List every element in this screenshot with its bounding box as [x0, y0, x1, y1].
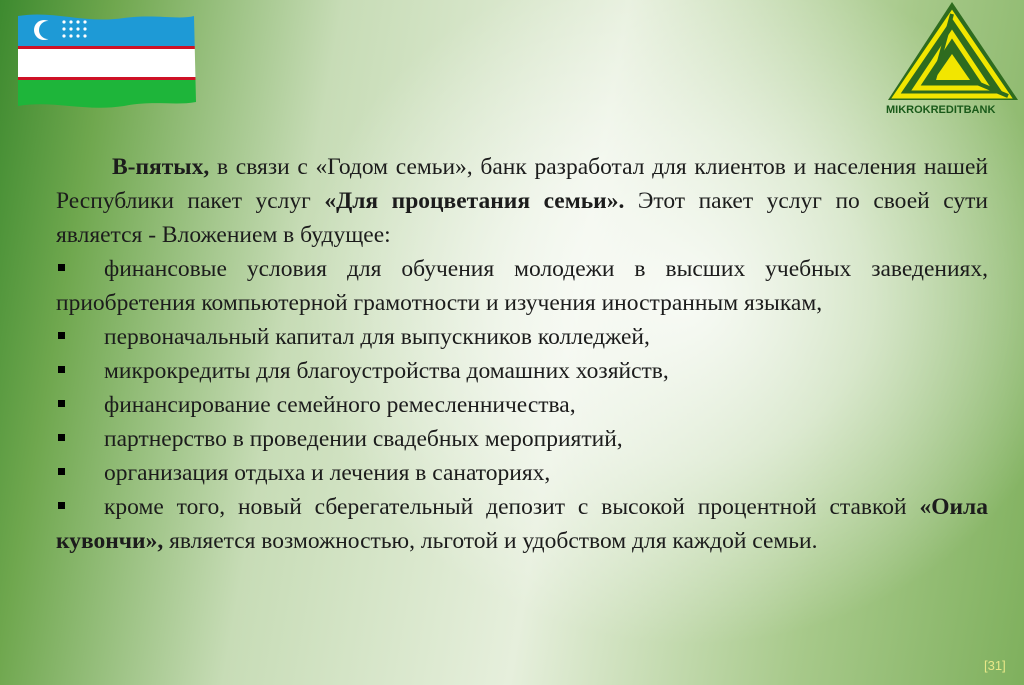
list-item: финансовые условия для обучения молодежи в высших учебных заведениях, приобретения компьютерной грамотности и изучения иностранным языкам,	[56, 256, 988, 316]
package-name: «Для процветания семьи».	[324, 188, 625, 214]
list-item: финансирование семейного ремесленничества,	[56, 388, 988, 422]
bullet-icon	[58, 400, 65, 407]
page-number: [31]	[984, 658, 1006, 673]
list-item: микрокредиты для благоустройства домашних хозяйств,	[56, 354, 988, 388]
intro-text-1: в связи с «Годом семьи», банк разработал для клиентов и населения нашей Республики пакет услуг	[56, 154, 988, 214]
bullet-icon	[58, 264, 65, 271]
bullet-icon	[58, 502, 65, 509]
intro-paragraph	[56, 150, 988, 252]
bullet-icon	[58, 468, 65, 475]
services-list	[56, 252, 988, 558]
list-item: кроме того, новый сберегательный депозит с высокой процентной ставкой «Оила кувончи», является возможностью, льготой и удобством для каждой семьи.	[56, 494, 988, 554]
intro-text-2: Этот пакет услуг по своей сути является - Вложением в будущее:	[56, 188, 988, 248]
bullet-icon	[58, 332, 65, 339]
list-item: партнерство в проведении свадебных мероприятий,	[56, 422, 988, 456]
list-item: организация отдыха и лечения в санаториях,	[56, 456, 988, 490]
slide-content	[56, 150, 988, 558]
bank-name-label: MIKROKREDITBANK	[886, 104, 996, 116]
bullet-icon	[58, 434, 65, 441]
uzbekistan-flag-icon	[14, 10, 199, 110]
bullet-icon	[58, 366, 65, 373]
deposit-name: «Оила кувончи»,	[56, 494, 988, 554]
list-item: первоначальный капитал для выпускников колледжей,	[56, 320, 988, 354]
intro-lead: В-пятых,	[112, 154, 210, 180]
